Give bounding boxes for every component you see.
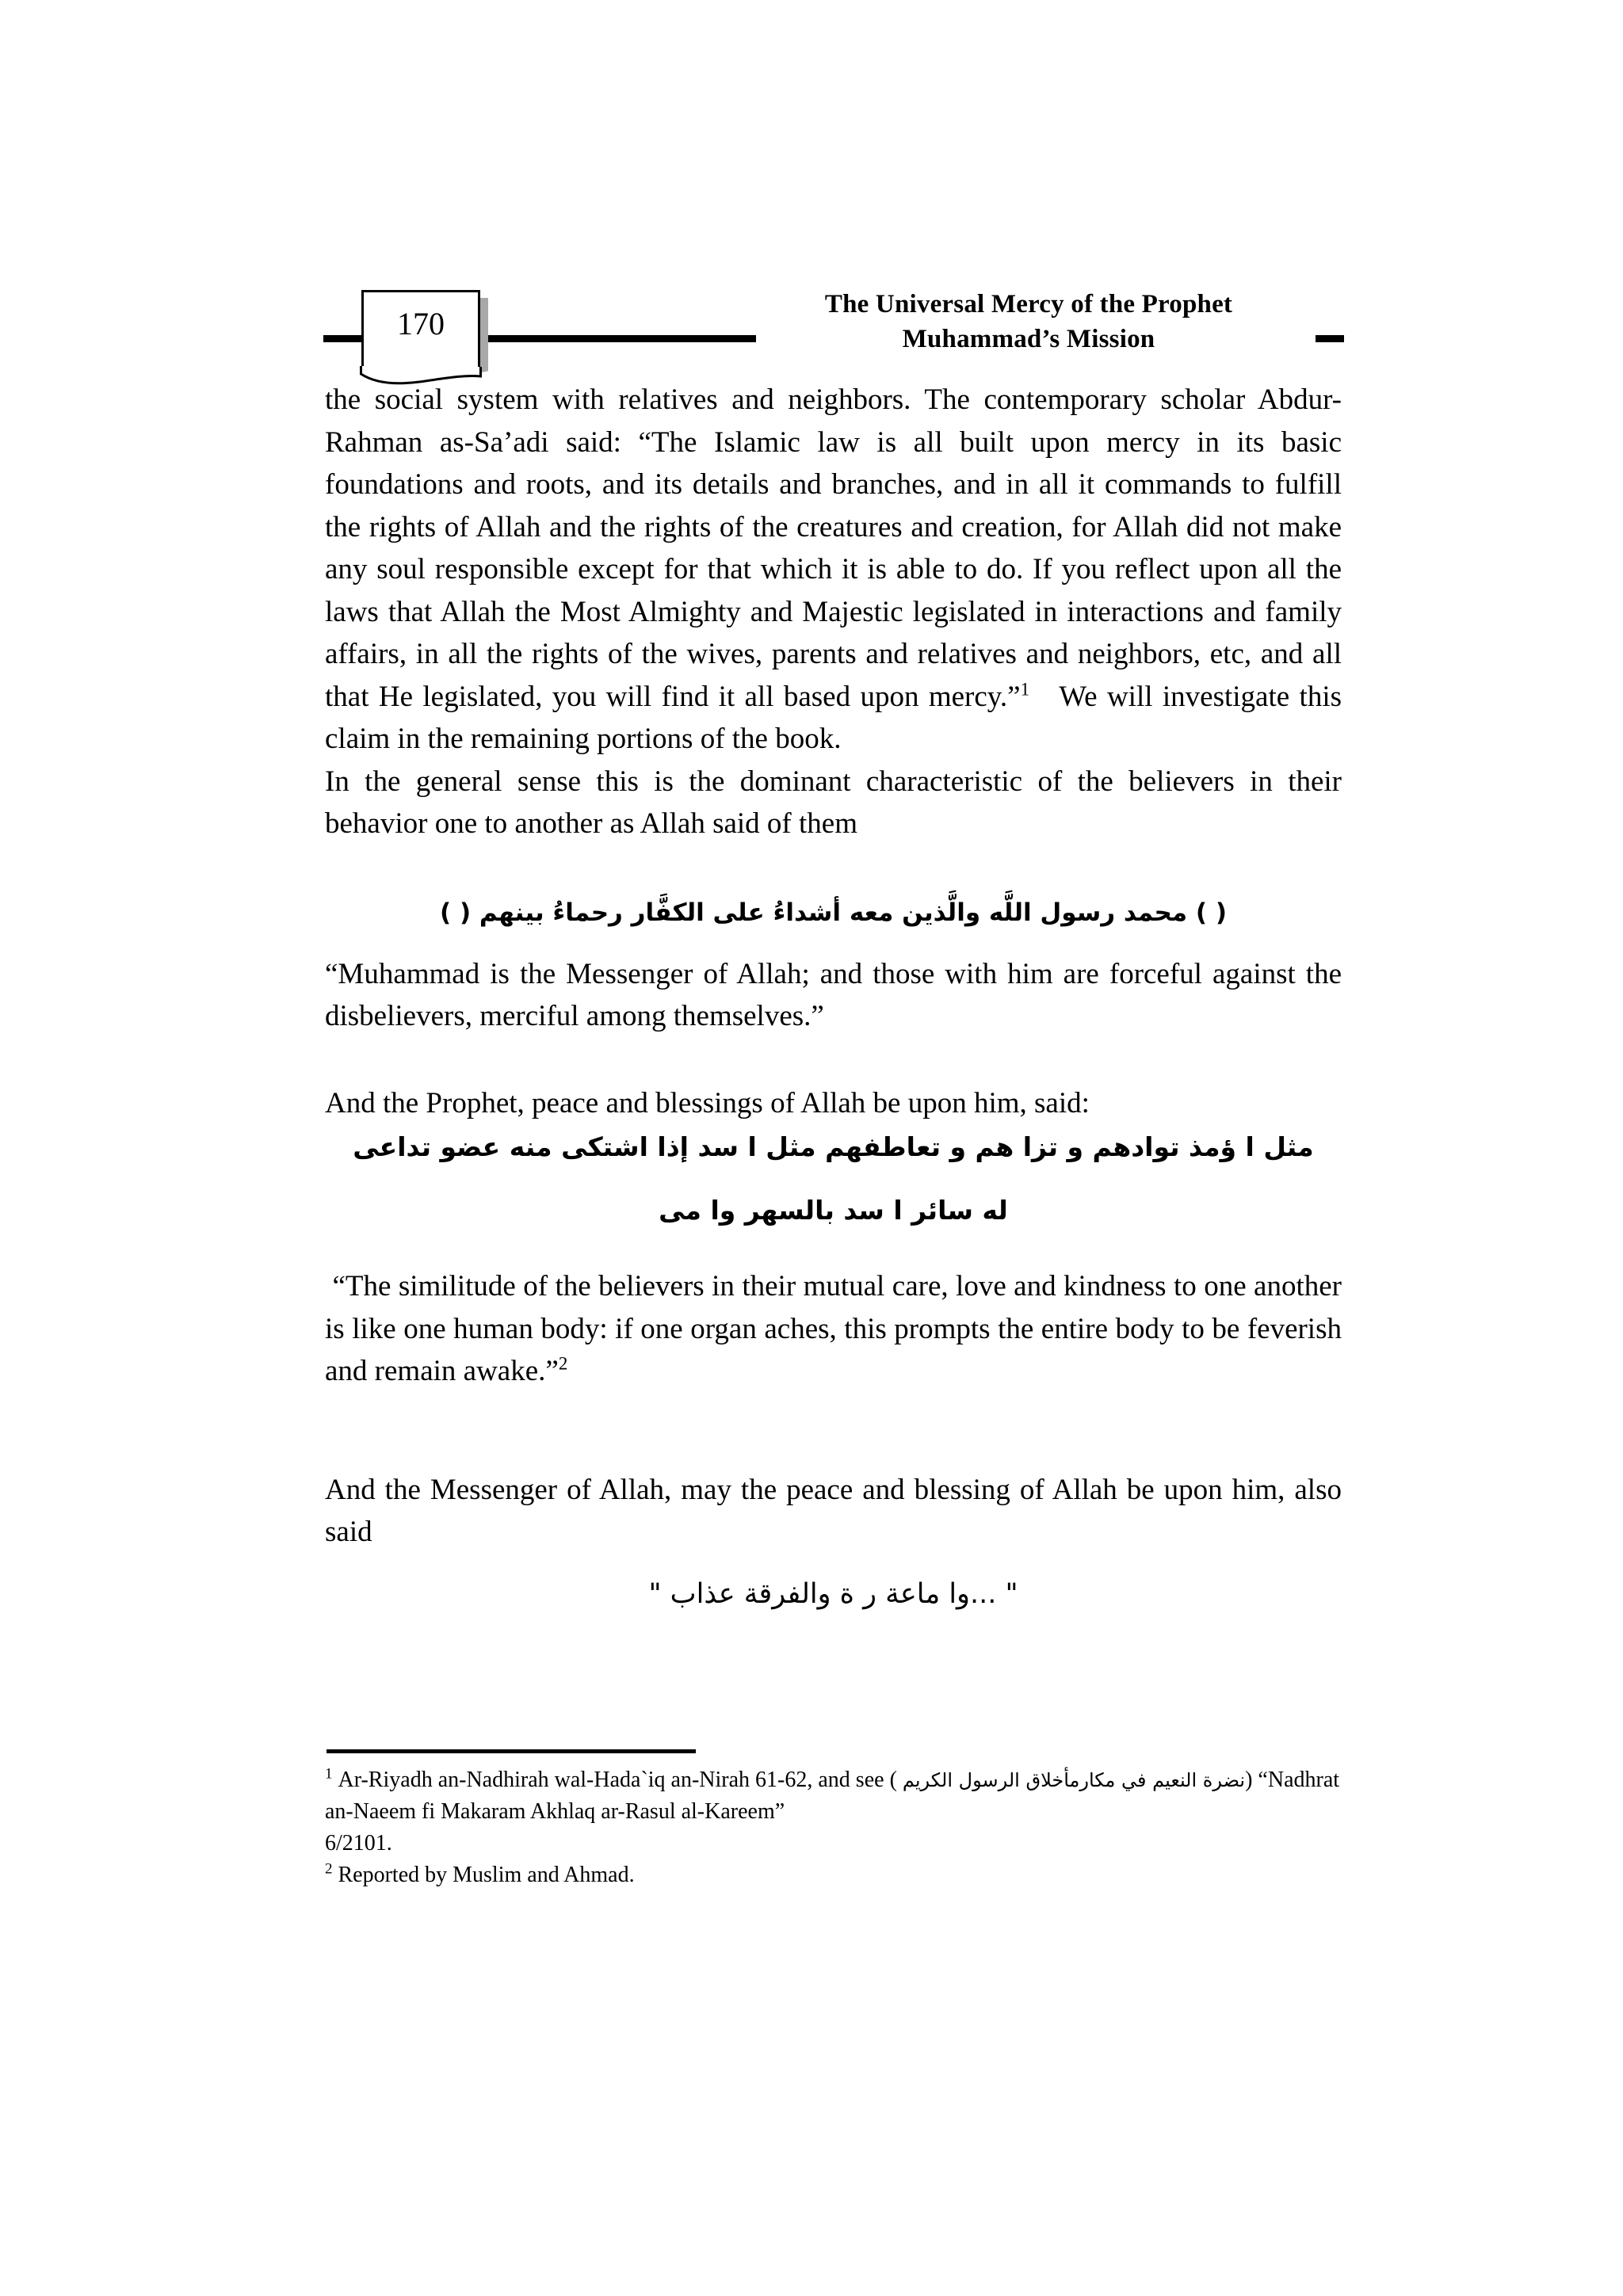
header-title-line2: Muhammad’s Mission	[902, 325, 1155, 353]
footnote-1-marker: 1	[325, 1765, 333, 1783]
footnote-1	[325, 1764, 1342, 1828]
paragraph-1-tail: We will investigate this claim in the remaining portions of the book.	[325, 680, 1342, 755]
paragraph-1-text: the social system with relatives and neighbors. The contemporary scholar Abdur-Rahman as-Sa’adi said: “The Islamic law is all built upon mercy in its basic foundations and roots, and its details and branches, and in all it commands to fulfill the rights of Allah and the rights of the creatures and creation, for Allah did not make any soul responsible except for that which it is able to do. If you reflect upon all the laws that Allah the Most Almighty and Majestic legislated in interactions and family affairs, in all the rights of the wives, parents and relatives and neighbors, etc, and all that He legislated, you will find it all based upon mercy.”	[325, 383, 1342, 713]
spacer	[325, 1554, 1342, 1571]
hadith-translation	[325, 1265, 1342, 1393]
page-number-flag	[361, 290, 480, 376]
footnote-separator-rule	[327, 1749, 696, 1753]
footnote-ref-2[interactable]: 2	[558, 1353, 568, 1374]
hadith-translation-text: “The similitude of the believers in their mutual care, love and kindness to one another is like one human body: if one organ aches, this prompts the entire body to be feverish and remain awake.”	[325, 1270, 1342, 1387]
paragraph-1	[325, 379, 1342, 761]
body-column	[325, 379, 1342, 1617]
spacer	[325, 845, 1342, 890]
footnote-2-marker: 2	[325, 1860, 333, 1878]
page-number: 170	[397, 306, 445, 341]
footnote-1-text-part2: ) “Nadhrat an-Naeem fi Makaram Akhlaq ar-Rasul al-Kareem”	[325, 1768, 1340, 1824]
footnote-2-text: Reported by Muslim and Ahmad.	[338, 1863, 635, 1887]
quran-verse-arabic: ( ) محمد رسول اللَّه والَّذين معه أشداءُ على الكفَّار رحماءُ بينهم ( )	[439, 898, 1227, 927]
spacer	[325, 1393, 1342, 1437]
spacer	[325, 1437, 1342, 1469]
quran-verse-translation: “Muhammad is the Messenger of Allah; and those with him are forceful against the disbelievers, merciful among themselves.”	[325, 957, 1342, 1032]
footnote-1-arabic-1: نضرة النعيم في مكارم	[1069, 1769, 1246, 1791]
running-header	[323, 287, 1346, 382]
spacer	[325, 1038, 1342, 1082]
header-rule-right	[1316, 335, 1344, 342]
footnote-1-arabic-2: أخلاق الرسول الكريم	[902, 1769, 1070, 1791]
spacer	[325, 1234, 1342, 1265]
spacer	[325, 1170, 1342, 1188]
hadith-arabic-line-1: مثل ا ؤمذ توادهم و تزا هم و تعاطفهم مثل ا سد إذا اشتكى منه عضو تداعى	[353, 1131, 1314, 1162]
hadith-arabic-line-2: له سائر ا سد بالسهر وا مى	[659, 1195, 1008, 1226]
header-title-line1: The Universal Mercy of the Prophet	[824, 290, 1233, 318]
paragraph-2: In the general sense this is the dominant characteristic of the believers in their behavior one to another as Allah said of them	[325, 765, 1342, 840]
footnote-1-text-part1: Ar-Riyadh an-Nadhirah wal-Hada`iq an-Nirah 61-62, and see (	[338, 1768, 903, 1792]
footnote-2	[325, 1859, 1342, 1891]
spacer	[325, 936, 1342, 953]
footnote-ref-1[interactable]: 1	[1020, 679, 1030, 700]
footnote-1-continued: 6/2101.	[325, 1831, 392, 1855]
paragraph-4: And the Messenger of Allah, may the peace and blessing of Allah be upon him, also said	[325, 1473, 1342, 1548]
paragraph-3: And the Prophet, peace and blessings of Allah be upon him, said:	[325, 1086, 1090, 1119]
footnotes-section	[325, 1749, 1342, 1891]
hadith-2-arabic: " ...وا ماعة ر ة والفرقة عذاب "	[648, 1577, 1018, 1610]
header-title	[767, 287, 1290, 357]
